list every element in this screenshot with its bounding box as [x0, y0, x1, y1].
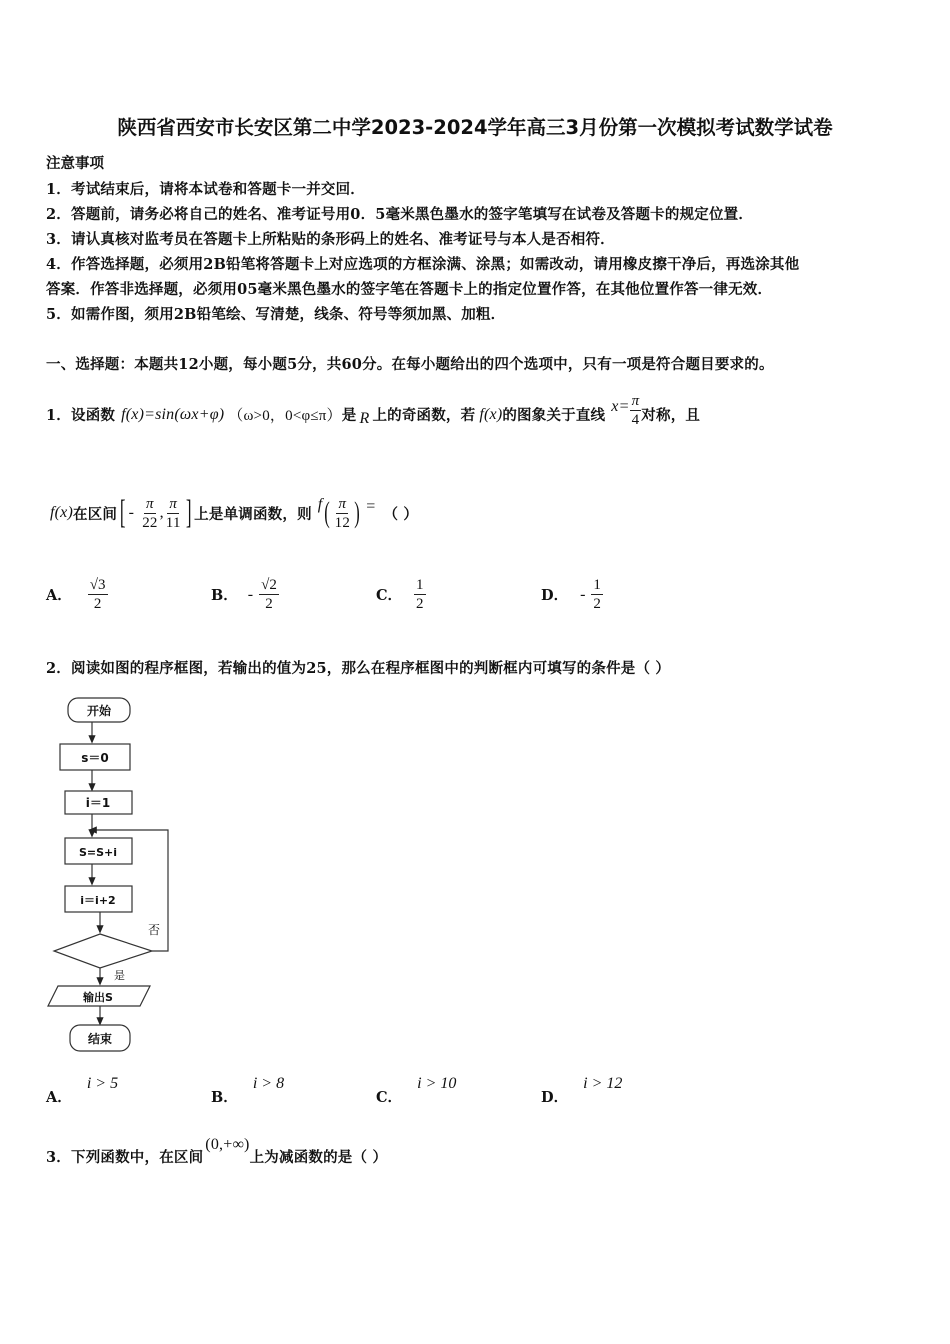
- q1-frac-b: [164, 495, 183, 532]
- option-fraction: [88, 576, 108, 613]
- right-paren: ): [354, 496, 360, 529]
- q1-option-c: [376, 576, 426, 613]
- q1-option-d: [541, 576, 603, 613]
- q1-f: f: [317, 496, 323, 513]
- option-num: √2: [261, 577, 277, 593]
- option-letter: D．: [541, 587, 569, 604]
- q3-post: 上为减函数的是（ ）: [249, 1149, 388, 1166]
- q1-pi-c: π: [338, 495, 347, 512]
- flow-ii-label: i＝i+2: [80, 894, 116, 907]
- flow-end-label: 结束: [87, 1032, 113, 1046]
- q1-text: 的图象关于直线: [502, 407, 606, 424]
- flow-ss-label: S=S+i: [78, 846, 118, 859]
- option-den: 2: [265, 596, 273, 612]
- q1-four: 4: [631, 412, 640, 428]
- option-letter: A．: [46, 1089, 72, 1106]
- q1-fx: f(x): [479, 405, 503, 423]
- option-num: 1: [416, 577, 424, 593]
- flow-s0-label: s＝0: [81, 751, 109, 765]
- page-title: 陕西省西安市长安区第二中学2023-2024学年高三3月份第一次模拟考试数学试卷: [117, 116, 833, 139]
- q1-number: 1．设函数: [46, 407, 116, 424]
- question-1-line2: [50, 490, 418, 536]
- q1-option-b: [211, 576, 279, 613]
- question-2: 2．阅读如图的程序框图，若输出的值为25，那么在程序框图中的判断框内可填写的条件是（ ）: [46, 660, 671, 677]
- q1-blank: （ ）: [383, 505, 419, 523]
- option-fraction: [259, 576, 279, 613]
- flow-output-label: 输出S: [83, 991, 113, 1004]
- option-den: 2: [93, 596, 102, 612]
- notes-heading: 注意事项: [46, 155, 104, 172]
- flowchart: [40, 690, 200, 1065]
- option-expr: i > 8: [252, 1075, 285, 1092]
- left-paren: (: [324, 496, 331, 529]
- q1-pi-over-4: [630, 392, 642, 429]
- note-item: 1．考试结束后，请将本试卷和答题卡一并交回．: [46, 181, 365, 198]
- question-3: [46, 1134, 388, 1166]
- q1-pi-a: π: [146, 495, 154, 512]
- q1-den-b: 11: [165, 514, 181, 531]
- note-item: 4．作答选择题，必须用2B铅笔将答题卡上对应选项的方框涂满、涂黑；如需改动，请用橡皮擦干净后，再选涂其他: [46, 256, 800, 273]
- option-sign: -: [247, 585, 254, 603]
- q1-text: 对称，且: [641, 407, 701, 424]
- q1-xeq: x=: [611, 397, 630, 415]
- q1-comma: ,: [159, 504, 164, 521]
- option-den: 2: [416, 596, 424, 612]
- q1-frac-a: [140, 495, 159, 532]
- q1-condition: （ω>0，0<φ≤π）: [228, 408, 342, 424]
- q1-eq: =: [366, 498, 376, 515]
- flow-i1-label: i＝1: [85, 796, 111, 810]
- option-letter: D．: [541, 1089, 569, 1106]
- q1-fx2: f(x): [50, 504, 74, 521]
- note-item: 5．如需作图，须用2B铅笔绘、写清楚，线条、符号等须加黑、加粗．: [46, 306, 506, 323]
- option-den: 2: [593, 596, 601, 612]
- flow-decision: [54, 934, 152, 968]
- q1-text: 上的奇函数，若: [372, 407, 476, 424]
- section-heading: 一、选择题：本题共12小题，每小题5分，共60分。在每小题给出的四个选项中，只有一项是符合题目要求的。: [46, 356, 774, 373]
- option-fraction: [591, 576, 603, 613]
- option-num: 1: [593, 577, 601, 593]
- question-1-line1: [46, 393, 701, 433]
- q1-den-a: 22: [142, 514, 158, 531]
- q1-minus: -: [128, 504, 135, 521]
- note-item: 答案．作答非选择题，必须用05毫米黑色墨水的签字笔在答题卡上的指定位置作答，在其他位置作答一律无效．: [46, 281, 773, 298]
- q2-option-b: [211, 1072, 285, 1106]
- right-bracket: ]: [185, 494, 192, 531]
- q1-den-c: 12: [334, 514, 351, 531]
- option-letter: C．: [376, 587, 403, 604]
- q1-pi-b: π: [169, 495, 178, 512]
- q2-option-a: [46, 1072, 119, 1106]
- option-letter: C．: [376, 1089, 403, 1106]
- flow-yes-label: 是: [114, 969, 125, 982]
- q1-text: 是: [341, 407, 357, 424]
- left-bracket: [: [120, 494, 126, 531]
- option-fraction: [414, 576, 426, 613]
- note-item: 3．请认真核对监考员在答题卡上所粘贴的条形码上的姓名、准考证号与本人是否相符．: [46, 231, 615, 248]
- flow-no-label: 否: [148, 923, 161, 937]
- option-letter: B．: [211, 587, 238, 604]
- q1-R: R: [359, 409, 370, 427]
- q1-function: f(x)=sin(ωx+φ): [121, 405, 225, 423]
- q2-option-c: [376, 1072, 457, 1106]
- option-letter: B．: [211, 1089, 238, 1106]
- option-expr: i > 5: [86, 1075, 119, 1092]
- q1-text: 上是单调函数，则: [194, 505, 312, 523]
- q1-frac-c: [333, 495, 352, 532]
- option-sign: -: [580, 585, 586, 603]
- q1-option-a: [46, 576, 108, 613]
- q2-option-d: [541, 1072, 623, 1106]
- option-expr: i > 12: [583, 1075, 623, 1092]
- note-item: 2．答题前，请务必将自己的姓名、准考证号用0．5毫米黑色墨水的签字笔填写在试卷及答题卡的规定位置．: [46, 206, 754, 223]
- option-letter: A．: [46, 587, 72, 604]
- q1-pi: π: [631, 393, 640, 409]
- q1-text: 在区间: [73, 505, 118, 523]
- q3-pre: 3．下列函数中，在区间: [46, 1149, 204, 1166]
- option-num: √3: [89, 577, 106, 593]
- flow-start-label: 开始: [86, 704, 112, 718]
- q3-interval: (0,+∞): [205, 1135, 250, 1153]
- option-expr: i > 10: [417, 1075, 457, 1092]
